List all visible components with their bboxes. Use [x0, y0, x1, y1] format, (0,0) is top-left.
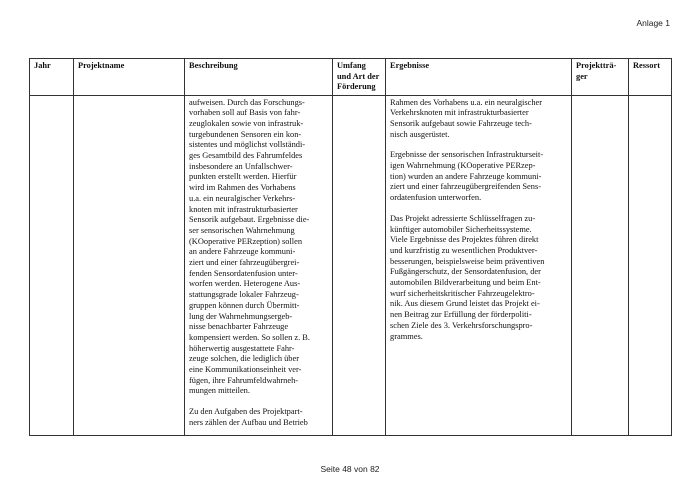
ergebnisse-paragraph: Ergebnisse der sensorischen Infrastrukturseit- igen Wahrnehmung (KOoperative PERzep- tion) wurden an andere Fahrzeuge kommuni- ziert und einer fahrzeugübergreifenden Sens- ordatenfusion unterworfen. [390, 150, 544, 203]
cell-jahr [30, 95, 74, 435]
column-header-ergebnisse: Ergebnisse [386, 59, 572, 96]
table-row [30, 95, 672, 435]
column-header-projektname: Projektname [74, 59, 185, 96]
cell-projekttraeger [572, 95, 629, 435]
beschreibung-paragraph: Zu den Aufgaben des Projektpart- ners zählen der Aufbau und Betrieb [189, 407, 308, 427]
ergebnisse-paragraph: Das Projekt adressierte Schlüsselfragen zu- künftiger automobiler Sicherheitssysteme. Viele Ergebnisse des Projektes führen direkt und kurzfristig zu wesentlichen Produktver- besserungen, beispielsweise beim präventiven Fußgängerschutz, der Sensordatenfusion, der automobilen Bildverarbeitung und beim Ent- wurf sicherheitskritischer Fahrzeugelektro- nik. Aus diesem Grund leistet das Projekt ei- nen Beitrag zur Erfüllung der förderpoliti- schen Ziele des 3. Verkehrsforschungspro- grammes. [390, 213, 545, 341]
cell-ergebnisse [386, 95, 572, 435]
cell-beschreibung [185, 95, 333, 435]
project-table [29, 58, 672, 436]
column-header-jahr: Jahr [30, 59, 74, 96]
column-header-beschreibung: Beschreibung [185, 59, 333, 96]
cell-umfang [333, 95, 386, 435]
page-number: Seite 48 von 82 [320, 464, 380, 474]
cell-projektname [74, 95, 185, 435]
ergebnisse-paragraph: Rahmen des Vorhabens u.a. ein neuralgischer Verkehrsknoten mit infrastrukturbasierter Sensorik aufgebaut sowie Fahrzeuge tech- nisch ausgerüstet. [390, 97, 543, 139]
column-header-ressort: Ressort [629, 59, 672, 96]
cell-ressort [629, 95, 672, 435]
column-header-umfang: Umfang und Art der Förderung [333, 59, 386, 96]
column-header-projekttraeger: Projektträ- ger [572, 59, 629, 96]
annex-label: Anlage 1 [636, 18, 670, 28]
beschreibung-paragraph: aufweisen. Durch das Forschungs- vorhaben soll auf Basis von fahr- zeuglokalen sowie von infrastruk- turgebundenen Sensoren ein kon- sistentes und möglichst vollständi- ges Gesamtbild des Fahrumfeldes insbesondere an Unfallschwer- punkten erstellt werden. Hierfür wird im Rahmen des Vorhabens u.a. ein neuralgischer Verkehrs- knoten mit infrastrukturbasierter Sensorik aufgebaut. Ergebnisse die- ser sensorischen Wahrnehmung (KOoperative PERzeption) sollen an andere Fahrzeuge kommuni- ziert und einer fahrzeugübergrei- fenden Sensordatenfusion unter- worfen werden. Heterogene Aus- stattungsgrade lokaler Fahrzeug- gruppen können durch Übermitt- lung der Wahrnehmungsergeb- nisse benachbarter Fahrzeuge kompensiert werden. So sollen z. B. höherwertig ausgestattete Fahr- zeuge solchen, die lediglich über eine Kommunikationseinheit ver- fügen, ihre Fahrumfeldwahrneh- mungen mitteilen. [189, 97, 310, 396]
table-header-row [30, 59, 672, 96]
